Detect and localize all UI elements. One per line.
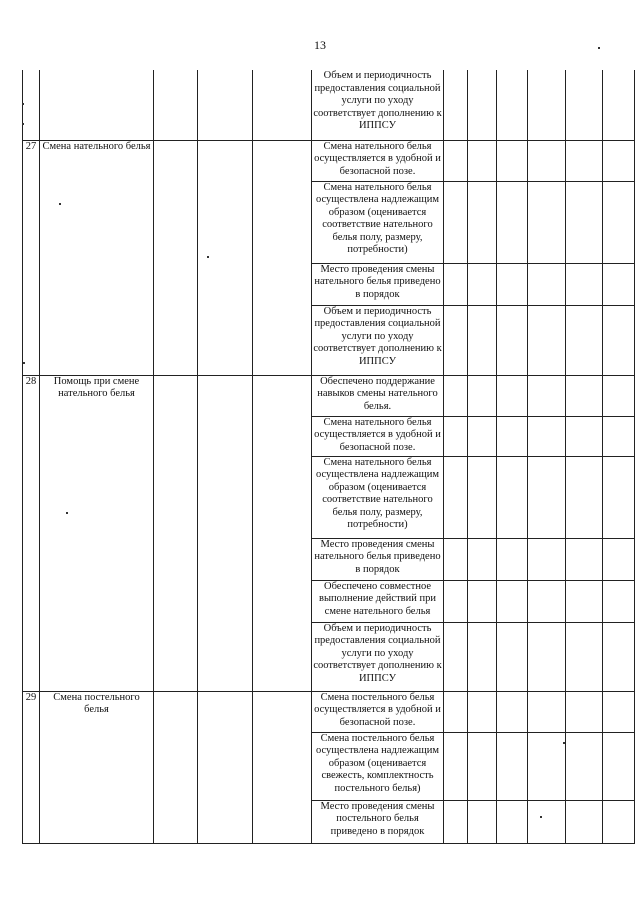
score-cell[interactable] <box>528 375 566 416</box>
score-cell[interactable] <box>603 305 635 375</box>
score-cell[interactable] <box>444 181 468 263</box>
item-number-cell <box>23 70 40 140</box>
criterion-cell: Место проведения смены постельного белья приведено в порядок <box>312 800 444 843</box>
score-cell[interactable] <box>444 70 468 140</box>
score-cell[interactable] <box>497 263 528 305</box>
empty-cell[interactable] <box>198 691 253 843</box>
score-cell[interactable] <box>468 622 497 691</box>
score-cell[interactable] <box>566 732 603 800</box>
service-name-cell: Смена нательного белья <box>40 140 154 375</box>
scan-speck <box>207 256 209 258</box>
score-cell[interactable] <box>468 691 497 732</box>
score-cell[interactable] <box>497 622 528 691</box>
score-cell[interactable] <box>528 800 566 843</box>
score-cell[interactable] <box>497 580 528 622</box>
score-cell[interactable] <box>444 691 468 732</box>
score-cell[interactable] <box>528 538 566 580</box>
score-cell[interactable] <box>528 691 566 732</box>
score-cell[interactable] <box>528 622 566 691</box>
score-cell[interactable] <box>468 181 497 263</box>
item-number-cell: 27 <box>23 140 40 375</box>
score-cell[interactable] <box>444 622 468 691</box>
table-row <box>23 140 635 181</box>
criterion-cell: Смена нательного белья осуществлена надлежащим образом (оценивается соответствие нательного белья полу, размеру, потребности) <box>312 181 444 263</box>
score-cell[interactable] <box>603 580 635 622</box>
score-cell[interactable] <box>566 456 603 538</box>
service-name-cell: Смена постельного белья <box>40 691 154 843</box>
score-cell[interactable] <box>497 375 528 416</box>
empty-cell[interactable] <box>198 70 253 140</box>
empty-cell[interactable] <box>154 140 198 375</box>
score-cell[interactable] <box>566 70 603 140</box>
criterion-cell: Смена нательного белья осуществлена надлежащим образом (оценивается соответствие нательного белья полу, размеру, потребности) <box>312 456 444 538</box>
scan-speck <box>563 742 565 744</box>
score-cell[interactable] <box>528 580 566 622</box>
empty-cell[interactable] <box>198 375 253 691</box>
score-cell[interactable] <box>528 416 566 456</box>
score-cell[interactable] <box>566 305 603 375</box>
criterion-cell: Объем и периодичность предоставления социальной услуги по уходу соответствует дополнению к ИППСУ <box>312 305 444 375</box>
empty-cell[interactable] <box>154 375 198 691</box>
empty-cell[interactable] <box>253 140 312 375</box>
score-cell[interactable] <box>468 70 497 140</box>
score-cell[interactable] <box>444 305 468 375</box>
score-cell[interactable] <box>566 375 603 416</box>
score-cell[interactable] <box>497 456 528 538</box>
score-cell[interactable] <box>528 181 566 263</box>
criterion-cell: Объем и периодичность предоставления социальной услуги по уходу соответствует дополнению к ИППСУ <box>312 622 444 691</box>
item-number-cell: 28 <box>23 375 40 691</box>
score-cell[interactable] <box>566 140 603 181</box>
score-cell[interactable] <box>603 375 635 416</box>
score-cell[interactable] <box>497 416 528 456</box>
criterion-cell: Смена нательного белья осуществляется в удобной и безопасной позе. <box>312 140 444 181</box>
score-cell[interactable] <box>468 800 497 843</box>
score-cell[interactable] <box>444 538 468 580</box>
score-cell[interactable] <box>497 691 528 732</box>
score-cell[interactable] <box>497 140 528 181</box>
score-cell[interactable] <box>468 456 497 538</box>
score-cell[interactable] <box>444 416 468 456</box>
empty-cell[interactable] <box>253 70 312 140</box>
score-cell[interactable] <box>566 263 603 305</box>
table-row <box>23 691 635 732</box>
criterion-cell: Обеспечено совместное выполнение действий при смене нательного белья <box>312 580 444 622</box>
service-name-cell: Помощь при смене нательного белья <box>40 375 154 691</box>
score-cell[interactable] <box>444 456 468 538</box>
score-cell[interactable] <box>566 800 603 843</box>
empty-cell[interactable] <box>253 691 312 843</box>
page-number: 13 <box>314 38 326 52</box>
empty-cell[interactable] <box>253 375 312 691</box>
criterion-cell: Обеспечено поддержание навыков смены нательного белья. <box>312 375 444 416</box>
score-cell[interactable] <box>528 732 566 800</box>
score-cell[interactable] <box>444 263 468 305</box>
score-cell[interactable] <box>444 800 468 843</box>
score-cell[interactable] <box>444 140 468 181</box>
score-cell[interactable] <box>497 181 528 263</box>
score-cell[interactable] <box>468 580 497 622</box>
score-cell[interactable] <box>566 622 603 691</box>
score-cell[interactable] <box>468 416 497 456</box>
scan-speck <box>22 103 24 105</box>
score-cell[interactable] <box>603 140 635 181</box>
score-cell[interactable] <box>603 416 635 456</box>
empty-cell[interactable] <box>154 691 198 843</box>
empty-cell[interactable] <box>198 140 253 375</box>
score-cell[interactable] <box>468 538 497 580</box>
score-cell[interactable] <box>468 263 497 305</box>
score-cell[interactable] <box>603 622 635 691</box>
criterion-cell: Место проведения смены нательного белья приведено в порядок <box>312 538 444 580</box>
table-row <box>23 375 635 416</box>
score-cell[interactable] <box>603 181 635 263</box>
score-cell[interactable] <box>603 70 635 140</box>
score-cell[interactable] <box>468 375 497 416</box>
score-cell[interactable] <box>603 538 635 580</box>
score-cell[interactable] <box>566 580 603 622</box>
service-name-cell <box>40 70 154 140</box>
score-cell[interactable] <box>468 732 497 800</box>
scan-speck <box>59 203 61 205</box>
score-cell[interactable] <box>497 70 528 140</box>
score-cell[interactable] <box>497 800 528 843</box>
score-cell[interactable] <box>497 732 528 800</box>
score-cell[interactable] <box>528 305 566 375</box>
score-cell[interactable] <box>566 416 603 456</box>
score-cell[interactable] <box>497 305 528 375</box>
score-cell[interactable] <box>603 456 635 538</box>
score-cell[interactable] <box>566 691 603 732</box>
scan-speck <box>598 47 600 49</box>
empty-cell[interactable] <box>154 70 198 140</box>
criterion-cell: Смена постельного белья осуществляется в удобной и безопасной позе. <box>312 691 444 732</box>
score-cell[interactable] <box>566 538 603 580</box>
score-cell[interactable] <box>468 140 497 181</box>
scan-speck <box>66 512 68 514</box>
score-cell[interactable] <box>603 800 635 843</box>
score-cell[interactable] <box>444 375 468 416</box>
score-cell[interactable] <box>528 140 566 181</box>
criterion-cell: Место проведения смены нательного белья приведено в порядок <box>312 263 444 305</box>
criterion-cell: Смена постельного белья осуществлена надлежащим образом (оценивается свежесть, комплектность постельного белья) <box>312 732 444 800</box>
scan-speck <box>23 362 25 364</box>
score-cell[interactable] <box>566 181 603 263</box>
criterion-cell: Объем и периодичность предоставления социальной услуги по уходу соответствует дополнению к ИППСУ <box>312 70 444 140</box>
score-cell[interactable] <box>444 580 468 622</box>
score-cell[interactable] <box>468 305 497 375</box>
table-row <box>23 70 635 140</box>
score-cell[interactable] <box>528 263 566 305</box>
item-number-cell: 29 <box>23 691 40 843</box>
score-cell[interactable] <box>603 691 635 732</box>
score-cell[interactable] <box>528 70 566 140</box>
score-cell[interactable] <box>444 732 468 800</box>
score-cell[interactable] <box>528 456 566 538</box>
score-cell[interactable] <box>497 538 528 580</box>
criterion-cell: Смена нательного белья осуществляется в удобной и безопасной позе. <box>312 416 444 456</box>
scan-speck <box>22 123 24 125</box>
score-cell[interactable] <box>603 732 635 800</box>
assessment-table <box>22 70 635 844</box>
scan-speck <box>540 816 542 818</box>
score-cell[interactable] <box>603 263 635 305</box>
